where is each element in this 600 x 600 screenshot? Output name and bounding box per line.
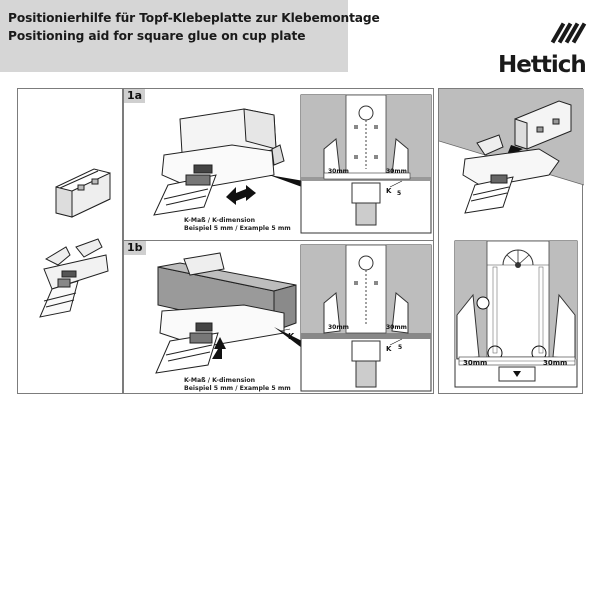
jig-drawing-1a <box>154 109 284 215</box>
k-value-1b: 5 <box>398 344 403 351</box>
detail-2 <box>455 241 577 387</box>
step-1a-caption-line2: Beispiel 5 mm / Example 5 mm <box>184 225 291 232</box>
title-german: Positionierhilfe für Topf-Klebeplatte zur Klebemontage <box>8 11 380 25</box>
k-value-1a: 5 <box>397 190 402 197</box>
dim-left-1b: 30mm <box>328 324 349 331</box>
step-1a-panel <box>123 88 434 241</box>
step-1a-caption-line1: K-Maß / K-dimension <box>184 217 256 224</box>
detail-1a <box>301 95 431 233</box>
detail-1b <box>301 245 431 391</box>
step-1b-badge: 1b <box>124 241 146 255</box>
step-1b-panel <box>123 240 434 394</box>
step-1a-caption <box>184 217 291 233</box>
k-label-1a: K <box>386 187 392 195</box>
title-english: Positioning aid for square glue on cup plate <box>8 29 306 43</box>
step-1b-caption-line2: Beispiel 5 mm / Example 5 mm <box>184 385 291 392</box>
step-1b-illustration <box>124 241 435 395</box>
step-1a-badge: 1a <box>124 89 145 103</box>
title-banner <box>0 0 380 72</box>
dim-left-1a: 30mm <box>328 168 349 175</box>
cup-plate-drawing <box>56 169 110 217</box>
positioning-aid-drawing <box>40 239 108 317</box>
k-label-1b: K <box>386 345 392 353</box>
adjust-arrow <box>226 185 256 205</box>
hettich-logo <box>496 20 588 76</box>
logo-wordmark: Hettich <box>498 52 586 76</box>
board-k-label: K <box>288 332 295 341</box>
overview-panel <box>17 88 123 394</box>
step-1b-caption <box>184 377 291 393</box>
dim-left-2: 30mm <box>463 359 488 367</box>
dim-right-1b: 30mm <box>386 324 407 331</box>
zoom-wedge <box>269 175 304 187</box>
overview-illustration <box>18 89 124 395</box>
step-1b-caption-line1: K-Maß / K-dimension <box>184 377 256 384</box>
dim-right-1a: 30mm <box>386 168 407 175</box>
step-2-panel <box>438 88 583 394</box>
step-2-illustration <box>439 89 584 395</box>
dim-right-2: 30mm <box>543 359 568 367</box>
